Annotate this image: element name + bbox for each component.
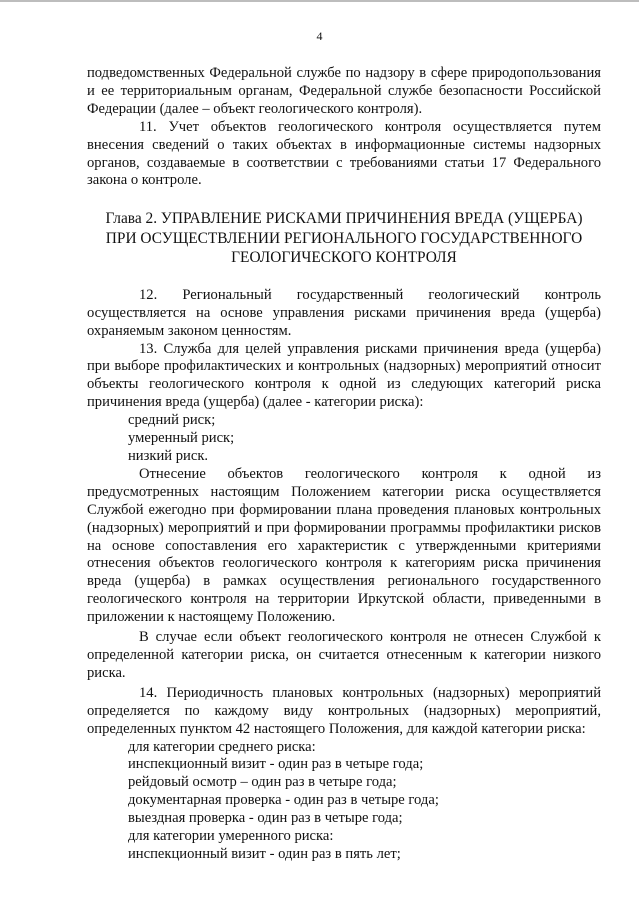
periodicity-item: выездная проверка - один раз в четыре года; xyxy=(128,810,403,827)
periodicity-item: для категории умеренного риска: xyxy=(128,828,334,845)
paragraph-12: 12. Региональный государственный геологический контроль осуществляется на основе управления рисками причинения вреда (ущерба) охраняемым законом ценностям. xyxy=(87,286,601,339)
periodicity-item: документарная проверка - один раз в четыре года; xyxy=(128,792,439,809)
chapter-heading-line-3: ГЕОЛОГИЧЕСКОГО КОНТРОЛЯ xyxy=(231,249,457,267)
paragraph-low-risk: В случае если объект геологического контроля не отнесен Службой к определенной категории риска, он считается отнесенным к категории низкого риска. xyxy=(87,629,601,681)
paragraph-assignment: Отнесение объектов геологического контроля к одной из предусмотренных настоящим Положением категории риска осуществляется Службой ежегодно при формировании плана проведения плановых контрольных (надзорных) мероприятий и при формировании программы профилактики рисков на основе сопоставления его характеристик с утвержденными критериями отнесения объектов геологического контроля к категориям риска причинения вреда (ущерба) в рамках осуществления регионального государственного геологического контроля на территории Иркутской области, приведенными в приложении к настоящему Положению. xyxy=(87,465,601,626)
chapter-heading-line-2: ПРИ ОСУЩЕСТВЛЕНИИ РЕГИОНАЛЬНОГО ГОСУДАРСТВЕННОГО xyxy=(105,229,583,247)
paragraph-11: 11. Учет объектов геологического контроля осуществляется путем внесения сведений о таких объектах в информационные системы надзорных органов, создаваемые в соответствии с требованиями статьи 17 Федерального закона о контроле. xyxy=(87,118,601,189)
chapter-heading-line-1: Глава 2. УПРАВЛЕНИЕ РИСКАМИ ПРИЧИНЕНИЯ ВРЕДА (УЩЕРБА) xyxy=(105,210,583,228)
intro-paragraph: подведомственных Федеральной службе по надзору в сфере природопользования и ее территориальным органам, Федеральной службе безопасности Российской Федерации (далее – объект геологического контроля). xyxy=(87,65,601,117)
document-body xyxy=(87,65,601,864)
risk-category-item: низкий риск. xyxy=(128,448,209,464)
periodicity-item: рейдовый осмотр – один раз в четыре года; xyxy=(128,774,397,791)
paragraph-14: 14. Периодичность плановых контрольных (надзорных) мероприятий определяется по каждому виду контрольных (надзорных) мероприятий, определенных пунктом 42 настоящего Положения, для каждой категории риска: xyxy=(87,684,601,737)
periodicity-item: инспекционный визит - один раз в четыре года; xyxy=(128,756,424,773)
risk-category-item: средний риск; xyxy=(128,412,216,429)
risk-category-list xyxy=(87,412,601,466)
top-edge-rule xyxy=(0,0,639,2)
paragraph-13: 13. Служба для целей управления рисками причинения вреда (ущерба) при выборе профилактических и контрольных (надзорных) мероприятий относит объекты геологического контроля к одной из следующих категорий риска причинения вреда (ущерба) (далее - категории риска): xyxy=(87,340,601,411)
chapter-heading xyxy=(87,209,601,268)
risk-category-item: умеренный риск; xyxy=(128,430,235,447)
periodicity-list xyxy=(87,739,601,864)
periodicity-item: для категории среднего риска: xyxy=(128,738,316,755)
periodicity-item: инспекционный визит - один раз в пять лет; xyxy=(128,845,401,862)
page-number: 4 xyxy=(316,29,323,43)
